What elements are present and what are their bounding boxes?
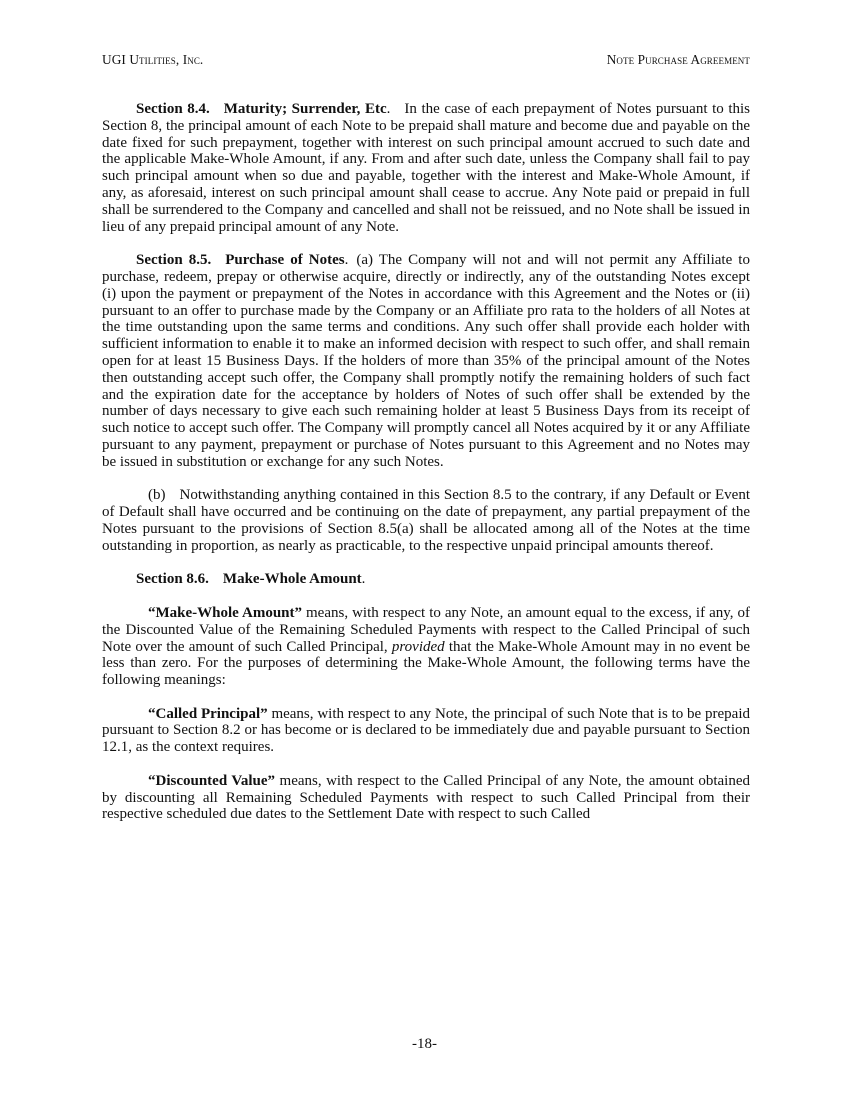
section-8-4-title: Maturity; Surrender, Etc xyxy=(223,101,387,117)
definition-text: means, with respect to any Note, the principal of such Note that is to be prepaid pursuant to Section 8.2 or has become or is declared to be immediately due and payable pursuant to Section 12.1, as the context requires. xyxy=(102,705,750,756)
section-8-4-paragraph xyxy=(102,101,750,235)
definition-term: “Discounted Value” xyxy=(148,772,276,789)
definition-term: “Called Principal” xyxy=(148,705,268,722)
definition-italic-proviso: provided xyxy=(391,638,445,655)
section-8-6-title: Make-Whole Amount xyxy=(222,571,362,588)
section-8-6-heading xyxy=(102,571,750,588)
section-8-6-number: Section 8.6. xyxy=(136,571,209,588)
section-8-4-text: In the case of each prepayment of Notes pursuant to this Section 8, the principal amount of each Note to be prepaid shall mature and become due and payable on the date fixed for such prepayment, together with interest on such principal amount accrued to such date and the applicable Make-Whole Amount, if any. From and after such date, unless the Company shall fail to pay such principal amount when so due and payable, together with the interest and Make-Whole Amount, if any, as aforesaid, interest on such principal amount shall cease to accrue. Any Note paid or prepaid in full shall be surrendered to the Company and cancelled and shall not be reissued, and no Note shall be issued in lieu of any prepaid principal amount of any Note. xyxy=(102,101,750,235)
definition-text: means, with respect to the Called Principal of any Note, the amount obtained by discounting all Remaining Scheduled Payments with respect to such Called Principal from their respective scheduled due dates to the Settlement Date with respect to such Called xyxy=(102,772,751,823)
definition-make-whole-amount xyxy=(102,605,750,689)
section-8-5-number: Section 8.5. xyxy=(136,252,212,269)
section-8-5-paragraph xyxy=(102,252,750,470)
section-8-4-title-end: . xyxy=(386,101,391,117)
section-8-5-b-paragraph xyxy=(102,487,750,554)
header-company-name: UGI Utilities, Inc. xyxy=(102,52,204,67)
section-8-4-number: Section 8.4. xyxy=(136,101,210,117)
section-8-6-title-end: . xyxy=(361,571,366,588)
document-body xyxy=(102,101,750,840)
definition-text-continued: that the Make-Whole Amount may in no event be less than zero. For the purposes of determining the Make-Whole Amount, the following terms have the following meanings: xyxy=(102,638,750,689)
section-8-5-title: Purchase of Notes xyxy=(225,252,345,269)
section-8-5-a-text: (a) The Company will not and will not permit any Affiliate to purchase, redeem, prepay or otherwise acquire, directly or indirectly, any of the outstanding Notes except (i) upon the payment or prepayment of the Notes in accordance with this Agreement and the Notes or (ii) pursuant to an offer to purchase made by the Company or an Affiliate pro rata to the holders of all Notes at the time outstanding upon the same terms and conditions. Any such offer shall provide each holder with sufficient information to enable it to make an informed decision with respect to such offer, and shall remain open for at least 15 Business Days. If the holders of more than 35% of the principal amount of the Notes then outstanding accept such offer, the Company shall promptly notify the remaining holders of such fact and the expiration date for the acceptance by holders of Notes of such offer shall be extended by the number of days necessary to give each such remaining holder at least 5 Business Days from its receipt of such notice to accept such offer. The Company will promptly cancel all Notes acquired by it or any Affiliate pursuant to any payment, prepayment or purchase of Notes pursuant to this Agreement and no Notes may be issued in substitution or exchange for any such Notes. xyxy=(102,252,750,470)
definition-term: “Make-Whole Amount” xyxy=(148,604,302,621)
section-8-5-b-label: (b) xyxy=(148,487,166,504)
running-header xyxy=(102,52,750,68)
definition-discounted-value xyxy=(102,773,750,823)
header-document-title: Note Purchase Agreement xyxy=(606,52,750,67)
section-8-5-title-end: . xyxy=(344,252,349,269)
definition-called-principal xyxy=(102,706,750,756)
section-8-5-b-text: Notwithstanding anything contained in this Section 8.5 to the contrary, if any Default or Event of Default shall have occurred and be continuing on the date of prepayment, any partial prepayment of the Notes pursuant to the provisions of Section 8.5(a) shall be allocated among all of the Notes at the time outstanding in proportion, as nearly as practicable, to the respective unpaid principal amounts thereof. xyxy=(102,487,750,554)
definition-text: means, with respect to any Note, an amount equal to the excess, if any, of the Discounted Value of the Remaining Scheduled Payments with respect to the Called Principal of such Note over the amount of such Called Principal, xyxy=(102,604,751,655)
page-number: -18- xyxy=(412,1036,437,1052)
